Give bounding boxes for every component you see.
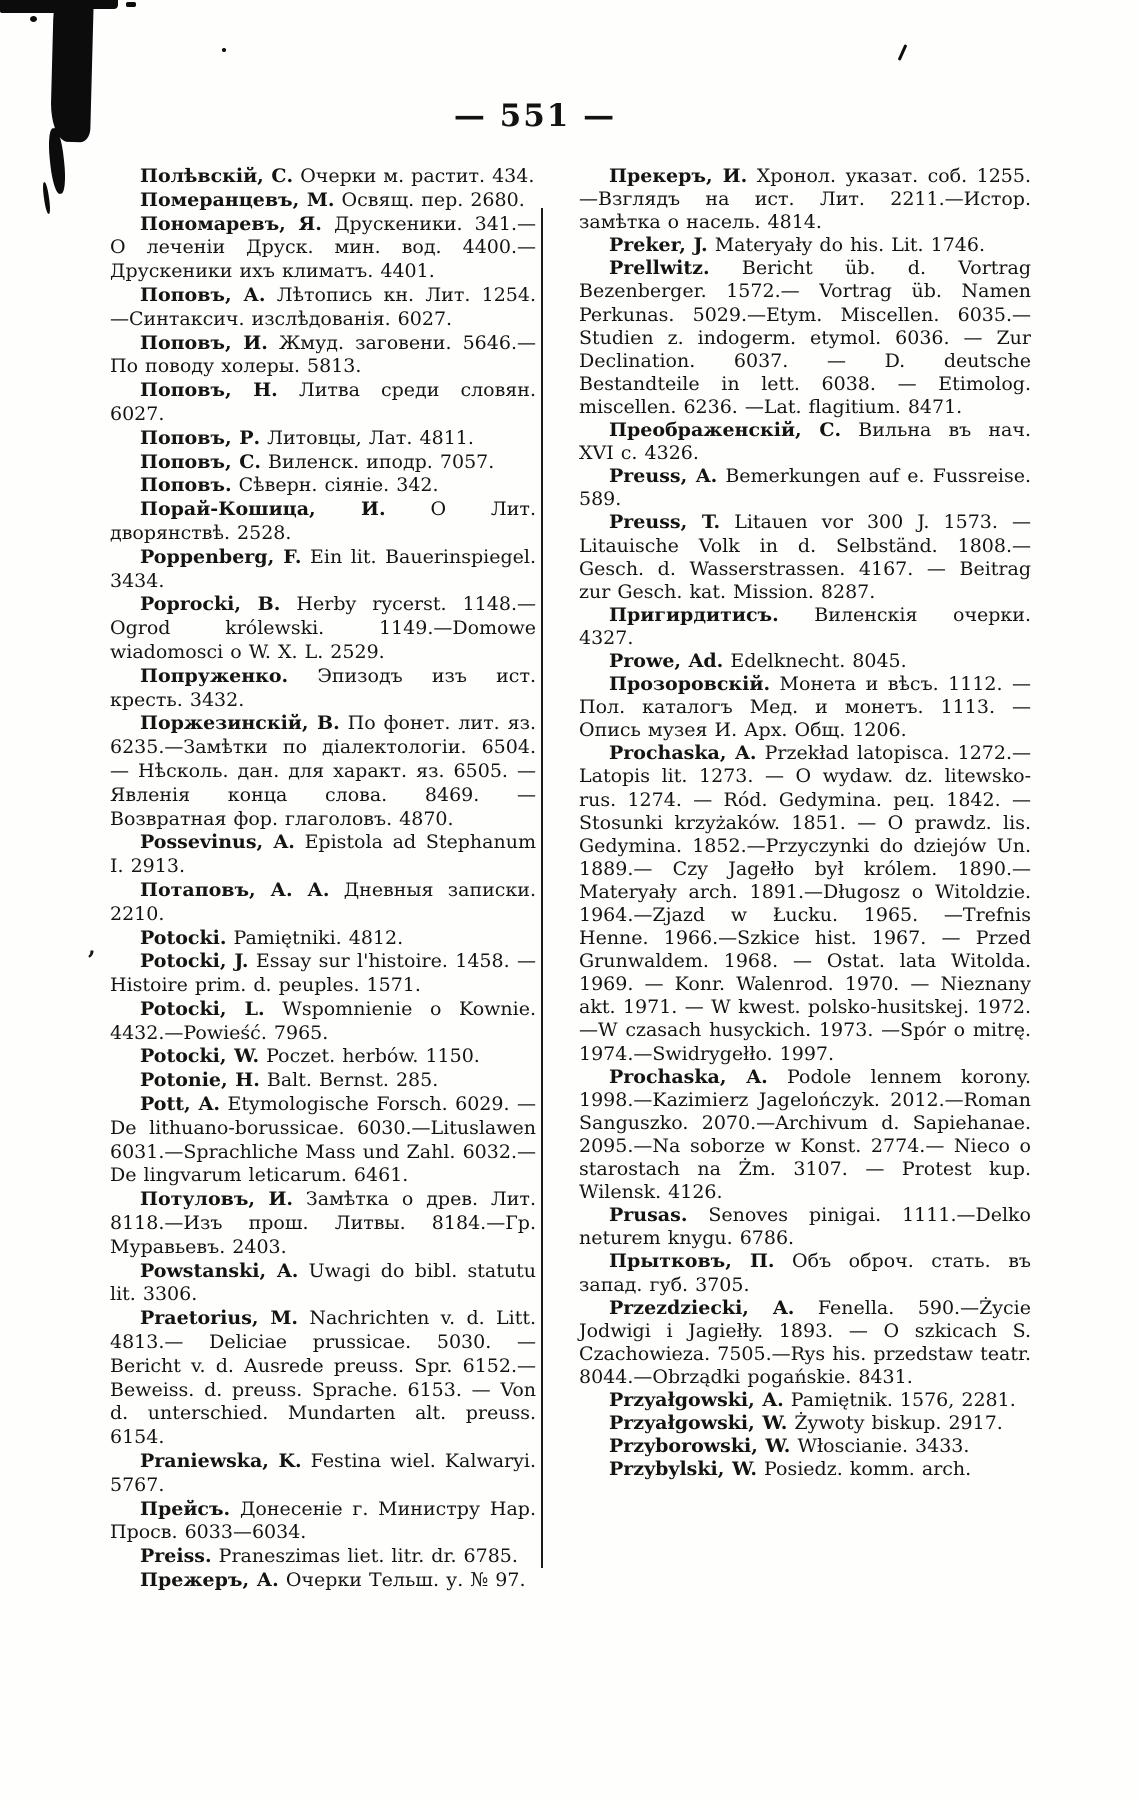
entry-text: Монета и вѣсъ. 1112. — Пол. каталогъ Мед. и монетъ. 1113. — Опись музея И. Арх. Общ. 1206. — [579, 673, 1032, 742]
bibliography-entry — [579, 1389, 1031, 1412]
entry-author: Potonie, H. — [140, 1069, 260, 1092]
bibliography-entry — [579, 511, 1031, 603]
entry-author: Prochaska, A. — [609, 1065, 768, 1088]
entry-text: Bericht üb. d. Vortrag Bezenberger. 1572.— Vortrag üb. Namen Perkunas. 5029.—Etym. Miscellen. 6035.—Studien z. indogerm. etymol. 6036. — Zur Declination. 6037. — D. deutsche Bestandteile in lett. 6038. — Etimolog. miscellen. 6236. —Lat. flagitium. 8471. — [579, 257, 1031, 418]
entry-author: Przyałgowski, W. — [609, 1412, 788, 1435]
ink-stain-artifact — [42, 182, 51, 214]
bibliography-entry — [110, 189, 536, 213]
bibliography-entry — [579, 1435, 1031, 1458]
bibliography-entry — [110, 284, 536, 332]
entry-author: Поповъ, А. — [140, 283, 266, 306]
bibliography-entry — [579, 165, 1031, 234]
entry-author: Potocki, L. — [140, 997, 265, 1020]
entry-author: Прытковъ, П. — [609, 1250, 775, 1273]
entry-text: Praneszimas liet. litr. dr. 6785. — [218, 1545, 518, 1568]
bibliography-entry — [579, 1204, 1031, 1250]
entry-text: Эпизодъ изъ ист. кресть. 3432. — [110, 664, 536, 711]
entry-text: Pamiętnik. 1576, 2281. — [790, 1388, 1016, 1411]
entry-text: Posiedz. komm. arch. — [764, 1458, 972, 1481]
right-column — [579, 165, 1031, 1481]
bibliography-entry — [110, 950, 536, 998]
entry-text: Podole lennem korony. 1998.—Kazimierz Jagelończyk. 2012.—Roman Sanguszko. 2070.—Archivum d. Sapiehanae. 2095.—Na soborze w Konst. 2774.— Nieco o starostach na Żm. 3107. — Protest kup. Wilensk. 4126. — [579, 1065, 1031, 1204]
entry-author: Пригирдитисъ. — [609, 603, 779, 626]
entry-author: Prochaska, A. — [609, 742, 757, 765]
bibliography-entry — [110, 546, 536, 594]
entry-text: Лѣтопись кн. Лит. 1254. —Синтаксич. изслѣдованія. 6027. — [110, 283, 537, 330]
entry-text: Объ оброч. стать. въ запад. губ. 3705. — [579, 1250, 1031, 1296]
bibliography-entry — [579, 1250, 1031, 1296]
ink-speck-artifact — [76, 24, 81, 29]
entry-author: Потаповъ, А. А. — [140, 878, 330, 901]
bibliography-entry — [579, 1297, 1031, 1389]
entry-author: Prellwitz. — [609, 257, 710, 280]
entry-text: Balt. Bernst. 285. — [266, 1069, 439, 1092]
entry-author: Полѣвскій, С. — [140, 165, 294, 187]
bibliography-entry — [579, 465, 1031, 511]
bibliography-entry — [110, 427, 536, 451]
entry-text: Fenella. 590.—Życie Jodwigi i Jagiełły. 1893. — O szkicach S. Czachowieza. 7505.—Rys his. przedstaw teatr. 8044.—Obrządki pogańskie. 8431. — [579, 1296, 1031, 1388]
entry-author: Pott, A. — [140, 1093, 221, 1116]
entry-author: Пономаревъ, Я. — [140, 212, 322, 235]
bibliography-entry — [579, 604, 1031, 650]
entry-author: Порай-Кошица, И. — [140, 498, 386, 521]
bibliography-entry — [579, 1412, 1031, 1435]
entry-author: Поржезинскій, В. — [140, 712, 340, 735]
entry-text: О Лит. дворянствѣ. 2528. — [110, 498, 536, 544]
bibliography-entry — [110, 1260, 536, 1308]
entry-author: Possevinus, A. — [140, 831, 295, 854]
bibliography-entry — [110, 1450, 536, 1498]
entry-author: Preuss, T. — [609, 511, 721, 534]
entry-author: Прежеръ, А. — [140, 1569, 279, 1592]
bibliography-entry — [579, 234, 1031, 257]
bibliography-entry — [110, 1093, 536, 1188]
bibliography-entry — [110, 1569, 536, 1593]
entry-text: Senoves pinigai. 1111.—Delko neturem knygu. 6786. — [579, 1204, 1031, 1250]
entry-author: Прейсъ. — [140, 1497, 231, 1520]
bibliography-entry — [110, 1045, 536, 1069]
bibliography-entry — [579, 257, 1031, 419]
entry-author: Преображенскій, С. — [609, 419, 842, 442]
entry-text: Виленскія очерки. 4327. — [579, 603, 1031, 649]
entry-author: Potocki. — [140, 926, 227, 949]
entry-author: Przyałgowski, A. — [609, 1388, 784, 1411]
entry-text: Bemerkungen auf e. Fussreise. 589. — [579, 465, 1031, 511]
entry-text: Pamiętniki. 4812. — [233, 926, 404, 949]
entry-author: Preiss. — [140, 1545, 212, 1568]
ink-smudge-artifact — [70, 0, 118, 9]
entry-text: Ein lit. Bauerinspiegel. 3434. — [110, 545, 537, 592]
entry-text: Materyały do his. Lit. 1746. — [714, 234, 986, 257]
entry-text: Литва среди словян. 6027. — [110, 379, 536, 425]
entry-text: Litauen vor 300 J. 1573. —Litauische Volk in d. Selbständ. 1808.— Gesch. d. Wasserstrassen. 4167. — Beitrag zur Gesch. kat. Mission. 8287. — [579, 511, 1031, 603]
bibliography-entry — [579, 419, 1031, 465]
ink-speck-artifact — [222, 48, 226, 52]
ink-speck-artifact — [898, 44, 908, 61]
bibliography-entry — [579, 650, 1031, 673]
entry-text: Wspomnienie o Kownie. 4432.—Powieść. 7965. — [110, 997, 536, 1044]
entry-text: Очерки Тельш. у. № 97. — [285, 1569, 526, 1592]
entry-author: Прозоровскій. — [609, 673, 771, 696]
entry-author: Поповъ, С. — [140, 450, 261, 473]
ink-speck-artifact — [30, 16, 37, 22]
left-column — [110, 165, 536, 1593]
entry-author: Praetorius, M. — [140, 1307, 299, 1330]
bibliography-entry — [110, 213, 536, 284]
bibliography-entry — [110, 1307, 536, 1450]
bibliography-entry — [110, 1498, 536, 1546]
entry-author: Przybylski, W. — [609, 1458, 757, 1481]
entry-author: Поповъ, Н. — [140, 379, 278, 402]
entry-text: Дневныя записки. 2210. — [110, 878, 536, 925]
ink-speck-artifact — [126, 2, 136, 7]
entry-author: Praniewska, K. — [140, 1450, 302, 1473]
entry-text: Żywoty biskup. 2917. — [794, 1412, 1003, 1435]
entry-text: Очерки м. растит. 434. — [300, 165, 535, 187]
entry-author: Prowe, Ad. — [609, 649, 724, 672]
entry-author: Poprocki, B. — [140, 593, 281, 616]
bibliography-entry — [579, 673, 1031, 742]
entry-author: Preuss, A. — [609, 465, 718, 488]
bibliography-entry — [110, 665, 536, 713]
bibliography-entry — [110, 1069, 536, 1093]
page-number: — 551 — — [453, 98, 617, 134]
bibliography-entry — [579, 1066, 1031, 1205]
entry-text: Друскеники. 341.— О леченіи Друск. мин. вод. 4400.—Друскеники ихъ климатъ. 4401. — [110, 212, 536, 283]
bibliography-entry — [110, 498, 536, 546]
bibliography-entry — [110, 1545, 536, 1569]
entry-author: Прекеръ, И. — [609, 165, 748, 187]
entry-text: Литовцы, Лат. 4811. — [267, 426, 474, 449]
entry-text: Хронол. указат. соб. 1255.—Взглядъ на ист. Лит. 2211.—Истор. замѣтка о насель. 4814. — [579, 165, 1031, 234]
entry-text: Festina wiel. Kalwaryi. 5767. — [110, 1450, 536, 1496]
entry-author: Potocki, J. — [140, 950, 249, 973]
bibliography-entry — [110, 712, 536, 831]
bibliography-entry — [579, 742, 1031, 1065]
entry-text: Edelknecht. 8045. — [730, 649, 907, 672]
entry-text: Etymologische Forsch. 6029. —De lithuano-borussicae. 6030.—Lituslawen 6031.—Sprachliche Mass und Zahl. 6032.— De lingvarum leticarum. 6461. — [110, 1093, 536, 1187]
bibliography-entry — [110, 165, 536, 189]
bibliography-entry — [110, 379, 536, 427]
entry-text: Донесеніе г. Министру Нар. Просв. 6033—6034. — [110, 1497, 536, 1544]
bibliography-entry — [110, 332, 536, 380]
entry-author: Померанцевъ, М. — [140, 188, 335, 211]
entry-text: Жмуд. заговени. 5646.— По поводу холеры. 5813. — [110, 331, 536, 378]
bibliography-entry — [110, 451, 536, 475]
entry-text: Uwagi do bibl. statutu lit. 3306. — [110, 1259, 536, 1306]
entry-text: Herby rycerst. 1148.— Ogrod królewski. 1149.—Domowe wiadomosci o W. X. L. 2529. — [110, 593, 536, 663]
entry-author: Попруженко. — [140, 664, 289, 687]
entry-author: Поповъ, Р. — [140, 426, 261, 449]
entry-text: Nachrichten v. d. Litt. 4813.— Deliciae prussicae. 5030. — Bericht v. d. Ausrede preuss. Spr. 6152.—Beweiss. d. preuss. Sprache. 6153. — Von d. unterschied. Mundarten alt. preuss. 6154. — [110, 1307, 537, 1449]
entry-author: Preker, J. — [609, 234, 708, 257]
entry-text: Przekład latopisca. 1272.— Latopis lit. 1273. — O wydaw. dz. litewsko-rus. 1274. — Ród. Gedymina. рец. 1842. — Stosunki krzyżaków. 1851. — O prawdz. lis. Gedymina. 1852.—Przyczynki do dziejów Un. 1889.— Czy Jagełło był królem. 1890.—Materyały arch. 1891.—Długosz o Witoldzie. 1964.—Zjazd w Łucku. 1965. —Trefnis Henne. 1966.—Szkice hist. 1967. — Przed Grunwaldem. 1968. — Ostat. lata Witolda. 1969. — Konr. Walenrod. 1970. — Nieznany akt. 1971. — W kwest. polsko-husitskej. 1972.—W czasach husyckich. 1973. —Spór o mitrę. 1974.—Swidrygełło. 1997. — [579, 742, 1031, 1065]
bibliography-entry — [110, 1188, 536, 1259]
entry-author: Potocki, W. — [140, 1045, 260, 1068]
entry-text: Замѣтка о древ. Лит. 8118.—Изъ прош. Литвы. 8184.—Гр. Муравьевъ. 2403. — [110, 1188, 536, 1258]
entry-text: Włoscianie. 3433. — [797, 1435, 970, 1458]
entry-author: Prusas. — [609, 1204, 688, 1227]
bibliography-entry — [110, 927, 536, 951]
entry-text: По фонет. лит. яз. 6235.—Замѣтки по діалектологіи. 6504. — Нѣсколь. дан. для характ. яз. 6505. — Явленія конца слова. 8469. — Возвратная фор. глаголовъ. 4870. — [110, 712, 536, 830]
entry-text: Essay sur l'histoire. 1458. —Histoire prim. d. peuples. 1571. — [110, 950, 536, 997]
ink-speck-artifact: , — [88, 934, 96, 960]
entry-author: Потуловъ, И. — [140, 1188, 294, 1211]
entry-author: Przezdziecki, A. — [609, 1296, 795, 1319]
entry-author: Powstanski, A. — [140, 1259, 299, 1282]
entry-author: Поповъ. — [140, 474, 232, 497]
entry-text: Poczet. herbów. 1150. — [266, 1045, 480, 1068]
bibliography-entry — [110, 998, 536, 1046]
entry-text: Виленск. иподр. 7057. — [267, 450, 495, 473]
bibliography-entry — [579, 1458, 1031, 1481]
bibliography-entry — [110, 474, 536, 498]
entry-text: Сѣверн. сіяніе. 342. — [238, 474, 439, 497]
entry-author: Przyborowski, W. — [609, 1435, 791, 1458]
ink-smudge-artifact — [0, 0, 64, 13]
column-divider-rule — [541, 208, 543, 1568]
bibliography-entry — [110, 593, 536, 664]
entry-text: Epistola ad Stephanum I. 2913. — [110, 831, 536, 878]
bibliography-entry — [110, 879, 536, 927]
entry-text: Освящ. пер. 2680. — [341, 188, 525, 211]
entry-text: Вильна въ нач. XVI с. 4326. — [579, 419, 1031, 465]
entry-author: Poppenberg, F. — [140, 545, 302, 568]
entry-author: Поповъ, И. — [140, 331, 268, 354]
bibliography-entry — [110, 831, 536, 879]
